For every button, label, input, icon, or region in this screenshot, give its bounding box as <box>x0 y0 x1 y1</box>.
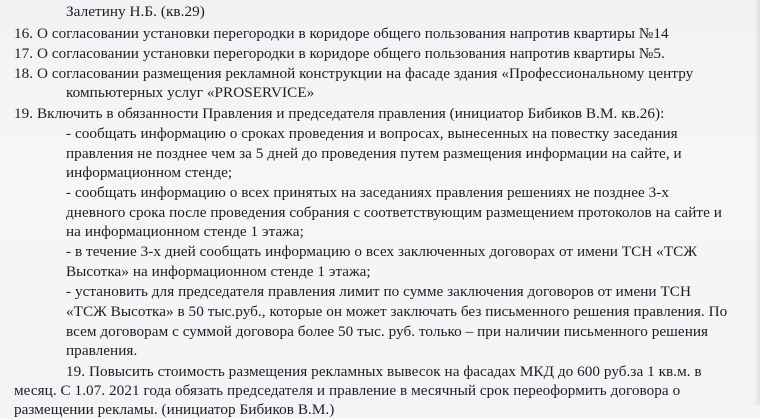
text-line: Залетину Н.Б. (кв.29) <box>66 3 205 20</box>
duty-bullet-4: - установить для председателя правления лимит по сумме заключения договоров от имени ТСН <box>66 283 691 300</box>
agenda-item-19-second: 19. Повысить стоимость размещения рекламных вывесок на фасадах МКД до 600 руб.за 1 кв.м. в <box>66 363 702 380</box>
text-line: правления не позднее чем за 5 дней до проведения путем размещения информации на сайте, и <box>66 145 682 162</box>
agenda-item-19: 19. Включить в обязанности Правления и председателя правления (инициатор Бибиков В.М. кв.26): <box>14 105 665 122</box>
text-line: информационном стенде; <box>66 164 233 181</box>
text-line: месяц. С 1.07. 2021 года обязать председателя и правление в месячный срок переоформить договора о <box>14 382 681 399</box>
text-line: всем договорам с суммой договора более 50 тыс. руб. только – при наличии письменного решения <box>66 323 709 340</box>
text-line: размещении рекламы. (инициатор Бибиков В.М.) <box>14 401 335 418</box>
duty-bullet-2: - сообщать информацию о всех принятых на заседаниях правления решениях не позднее 3-х <box>66 184 670 201</box>
agenda-item-16: 16. О согласовании установки перегородки в коридоре общего пользования напротив квартиры №14 <box>14 25 669 42</box>
text-line: на информационном стенде 1 этажа; <box>66 223 304 240</box>
scan-edge-shadow <box>754 0 760 405</box>
text-line: правления. <box>66 342 138 359</box>
agenda-item-18-cont: компьютерных услуг «PROSERVICE» <box>66 84 315 101</box>
text-line: «ТСЖ Высотка» в 50 тыс.руб., которые он может заключать без письменного решения правления. По <box>66 303 728 320</box>
agenda-item-17: 17. О согласовании установки перегородки в коридоре общего пользования напротив квартиры №5. <box>14 45 665 62</box>
agenda-item-18: 18. О согласовании размещения рекламной конструкции на фасаде здания «Профессиональному центру <box>14 65 694 82</box>
text-line: дневного срока после проведения собрания с соответствующим размещением протоколов на сайте и <box>66 204 722 221</box>
duty-bullet-3: - в течение 3-х дней сообщать информацию о всех заключенных договорах от имени ТСН «ТСЖ <box>66 243 697 260</box>
duty-bullet-1: - сообщать информацию о сроках проведения и вопросах, вынесенных на повестку заседания <box>66 125 678 142</box>
text-line: Высотка» на информационном стенде 1 этажа; <box>66 263 371 280</box>
